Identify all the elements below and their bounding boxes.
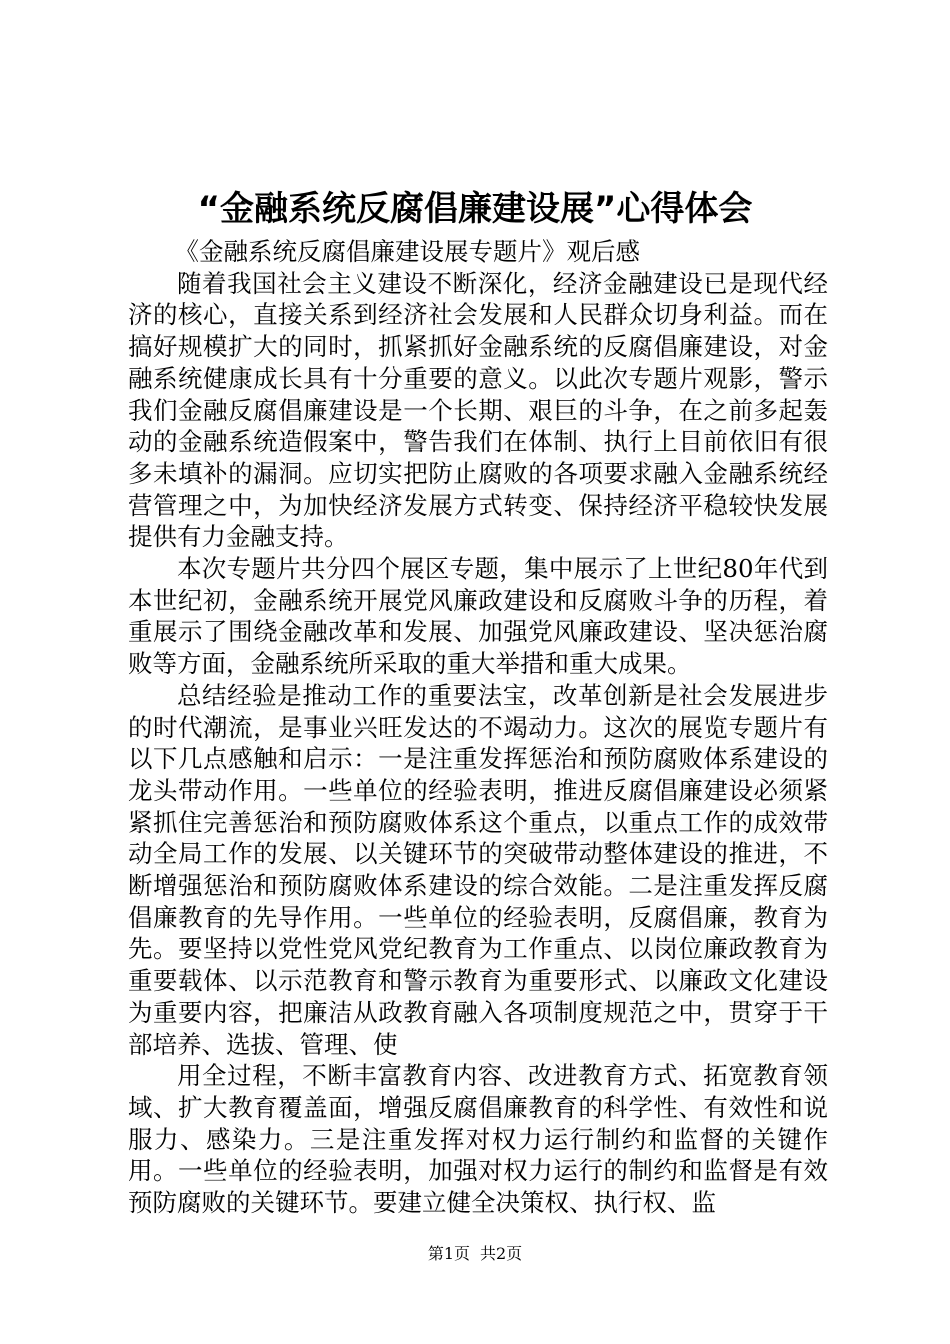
page-number: 第1页 [427, 1244, 470, 1263]
body-paragraph: 用全过程，不断丰富教育内容、改进教育方式、拓宽教育领域、扩大教育覆盖面，增强反腐倡廉教育的科学性、有效性和说服力、感染力。三是注重发挥对权力运行制约和监督的关键作用。一些单位的经验表明，加强对权力运行的制约和监督是有效预防腐败的关键环节。要建立健全决策权、执行权、监 [128, 1061, 828, 1218]
document-title: “金融系统反腐倡廉建设展”心得体会 [197, 189, 753, 229]
document-subtitle: 《金融系统反腐倡廉建设展专题片》观后感 [174, 237, 641, 266]
document-body [128, 236, 828, 1219]
body-paragraph: 总结经验是推动工作的重要法宝，改革创新是社会发展进步的时代潮流，是事业兴旺发达的不竭动力。这次的展览专题片有以下几点感触和启示：一是注重发挥惩治和预防腐败体系建设的龙头带动作用。一些单位的经验表明，推进反腐倡廉建设必须紧紧抓住完善惩治和预防腐败体系这个重点，以重点工作的成效带动全局工作的发展、以关键环节的突破带动整体建设的推进，不断增强惩治和预防腐败体系建设的综合效能。二是注重发挥反腐倡廉教育的先导作用。一些单位的经验表明，反腐倡廉，教育为先。要坚持以党性党风党纪教育为工作重点、以岗位廉政教育为重要载体、以示范教育和警示教育为重要形式、以廉政文化建设为重要内容，把廉洁从政教育融入各项制度规范之中，贯穿于干部培养、选拔、管理、使 [128, 680, 828, 1059]
page-footer [0, 1244, 950, 1264]
body-paragraph: 本次专题片共分四个展区专题，集中展示了上世纪80年代到本世纪初，金融系统开展党风廉政建设和反腐败斗争的历程，着重展示了围绕金融改革和发展、加强党风廉政建设、坚决惩治腐败等方面，金融系统所采取的重大举措和重大成果。 [128, 554, 828, 679]
page-total: 共2页 [480, 1244, 523, 1263]
body-paragraph: 随着我国社会主义建设不断深化，经济金融建设已是现代经济的核心，直接关系到经济社会发展和人民群众切身利益。而在搞好规模扩大的同时，抓紧抓好金融系统的反腐倡廉建设，对金融系统健康成长具有十分重要的意义。以此次专题片观影，警示我们金融反腐倡廉建设是一个长期、艰巨的斗争，在之前多起轰动的金融系统造假案中，警告我们在体制、执行上目前依旧有很多未填补的漏洞。应切实把防止腐败的各项要求融入金融系统经营管理之中，为加快经济发展方式转变、保持经济平稳较快发展提供有力金融支持。 [128, 268, 828, 552]
